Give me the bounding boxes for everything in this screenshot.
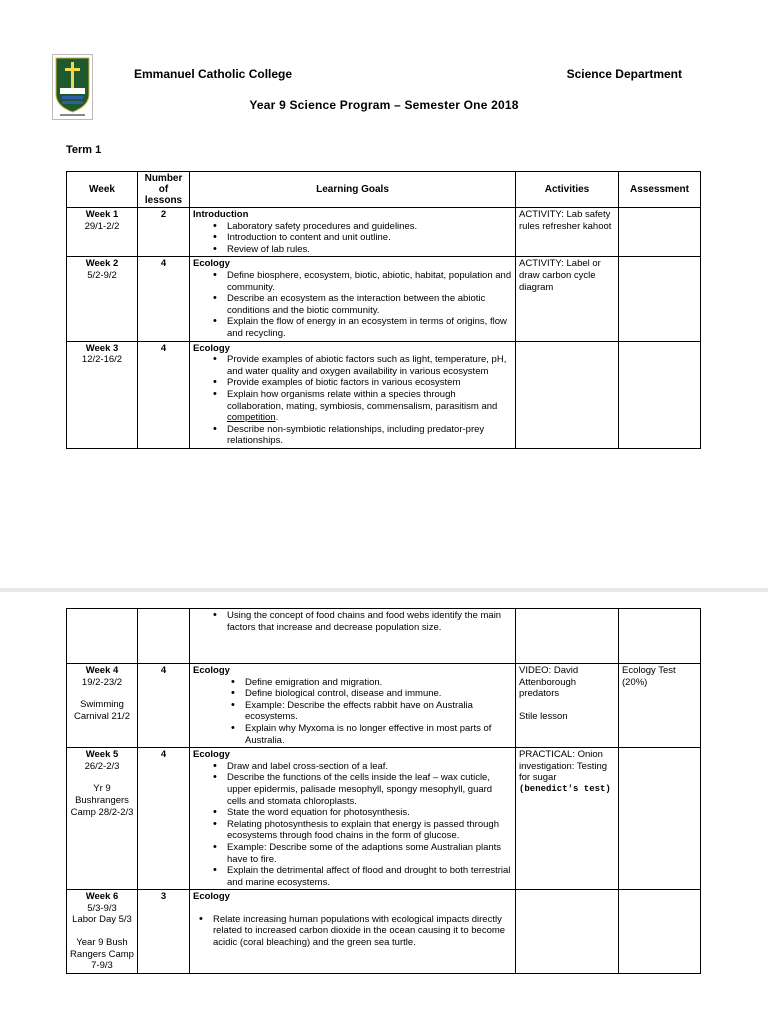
goal-item: • Example: Describe the effects rabbit have on Australia ecosystems. [245,700,512,723]
activity-text: Stile lesson [519,710,568,722]
table-row [67,257,701,341]
week-event: Yr 9 Bushrangers Camp 28/2-2/3 [70,783,134,818]
school-name: Emmanuel Catholic College [134,67,293,81]
topic-label: Introduction [193,209,249,220]
goal-item: • Describe an ecosystem as the interaction between the abiotic conditions and the biotic community. [227,293,512,316]
assessment-cell [619,257,701,341]
learning-goals-cell [190,208,516,257]
activities-cell [516,341,619,448]
goal-item: • Define biosphere, ecosystem, biotic, abiotic, habitat, population and community. [227,270,512,293]
lesson-count: 4 [138,257,190,341]
week-label: Week 1 [85,209,119,220]
week-label: Week 5 [85,749,119,761]
goal-item: • Provide examples of abiotic factors such as light, temperature, pH, and water quality and oxygen availability in various ecosystem [227,354,512,377]
table-row [67,890,701,974]
lesson-count: 4 [138,748,190,890]
program-table-page-1 [66,171,701,449]
learning-goals-cell [190,748,516,890]
assessment-cell [619,748,701,890]
goal-item: • Provide examples of biotic factors in various ecosystem [227,377,512,389]
assessment-cell [619,890,701,974]
assessment-cell [619,208,701,257]
topic-label: Ecology [193,665,230,676]
goal-item: • Explain the detrimental affect of flood and drought to both terrestrial and marine ecosystems. [227,865,512,888]
week-dates: 5/2-9/2 [87,269,117,281]
week-event: Labor Day 5/3 [72,914,132,926]
goal-item: • Explain why Myxoma is no longer effective in most parts of Australia. [245,723,512,746]
week-event: Swimming Carnival 21/2 [74,699,130,722]
document-page-2 [0,592,768,1024]
assessment-cell: Ecology Test (20%) [619,664,701,748]
week-cell [67,257,138,341]
activities-cell [516,890,619,974]
goal-item: • Example: Describe some of the adaptions some Australian plants have to fire. [227,842,512,865]
goal-item: • Explain how organisms relate within a species through collaboration, mating, symbiosis, commensalism, parasitism and competition. [227,389,512,424]
goal-item: • Introduction to content and unit outline. [227,232,512,244]
topic-label: Ecology [193,749,230,761]
activity-text: VIDEO: David Attenborough predators [519,665,579,700]
week-dates: 19/2-23/2 [81,676,123,688]
table-row [67,208,701,257]
learning-goals-cell [190,341,516,448]
week-cell [67,208,138,257]
week-cell [67,748,138,890]
goal-item: • Using the concept of food chains and food webs identify the main factors that increase and decrease population size. [227,610,512,633]
week-dates: 12/2-16/2 [81,354,123,366]
activity-text: PRACTICAL: Onion investigation: Testing for sugar [519,749,608,784]
term-label: Term 1 [66,144,102,156]
header-week: Week [67,172,138,208]
goal-item: • Relating photosynthesis to explain that energy is passed through ecosystems through food chains in the form of glucose. [227,819,512,842]
week-label: Week 4 [85,665,119,676]
lesson-count [138,609,190,664]
topic-label: Ecology [193,258,230,270]
week-label: Week 2 [85,258,119,270]
activities-cell [516,748,619,890]
learning-goals-cell [190,609,516,664]
week-label: Week 6 [85,891,119,903]
week-dates: 29/1-2/2 [84,220,120,232]
lesson-count: 2 [138,208,190,257]
goal-underlined-word: competition [227,412,276,424]
topic-label: Ecology [193,891,230,903]
learning-goals-cell [190,890,516,974]
table-header-row [67,172,701,208]
activity-text: ACTIVITY: Label or draw carbon cycle diagram [519,258,601,293]
week-cell [67,664,138,748]
goal-item: • Relate increasing human populations with ecological impacts directly related to increased carbon dioxide in the ocean causing it to become acidic (coral bleaching) and the green sea turtle. [213,914,512,949]
table-row [67,341,701,448]
header-assessment: Assessment [619,172,701,208]
assessment-cell [619,609,701,664]
program-table-page-2 [66,608,701,974]
goal-item: • Define emigration and migration. [245,677,512,689]
goal-item: • Describe non-symbiotic relationships, including predator-prey relationships. [227,424,512,447]
header-activities: Activities [516,172,619,208]
goal-item: • Explain the flow of energy in an ecosystem in terms of origins, flow and recycling. [227,316,512,339]
goal-item: • Describe the functions of the cells inside the leaf – wax cuticle, upper epidermis, palisade mesophyll, spongy mesophyll, guard cells and stomata chloroplasts. [227,772,512,807]
assessment-cell [619,341,701,448]
goal-text: Explain how organisms relate within a species through collaboration, mating, symbiosis, commensalism, parasitism and [227,388,498,412]
learning-goals-cell [190,664,516,748]
goal-item: • Draw and label cross-section of a leaf. [227,761,512,773]
week-dates: 26/2-2/3 [84,760,120,772]
week-cell [67,609,138,664]
lesson-count: 4 [138,341,190,448]
activities-cell [516,664,619,748]
week-cell [67,341,138,448]
activities-cell [516,208,619,257]
activity-text: ACTIVITY: Lab safety rules refresher kahoot [519,209,612,232]
activities-cell [516,609,619,664]
header-learning-goals: Learning Goals [190,172,516,208]
week-event: Year 9 Bush Rangers Camp 7-9/3 [70,937,134,972]
lesson-count: 3 [138,890,190,974]
week-label: Week 3 [85,342,119,354]
goal-item: • Define biological control, disease and immune. [245,688,512,700]
goal-item: • State the word equation for photosynthesis. [227,807,512,819]
topic-label: Ecology [193,342,230,354]
activities-cell [516,257,619,341]
activity-note: (benedict's test) [519,783,611,794]
table-row [67,748,701,890]
lesson-count: 4 [138,664,190,748]
program-title: Year 9 Science Program – Semester One 2018 [249,98,519,112]
header-lessons: Number of lessons [138,172,190,208]
goal-item: • Laboratory safety procedures and guidelines. [227,221,512,233]
department-name: Science Department [566,67,682,81]
week-cell [67,890,138,974]
learning-goals-cell [190,257,516,341]
table-row [67,609,701,664]
goal-item: • Review of lab rules. [227,244,512,256]
table-row [67,664,701,748]
week-dates: 5/3-9/3 [87,902,117,914]
